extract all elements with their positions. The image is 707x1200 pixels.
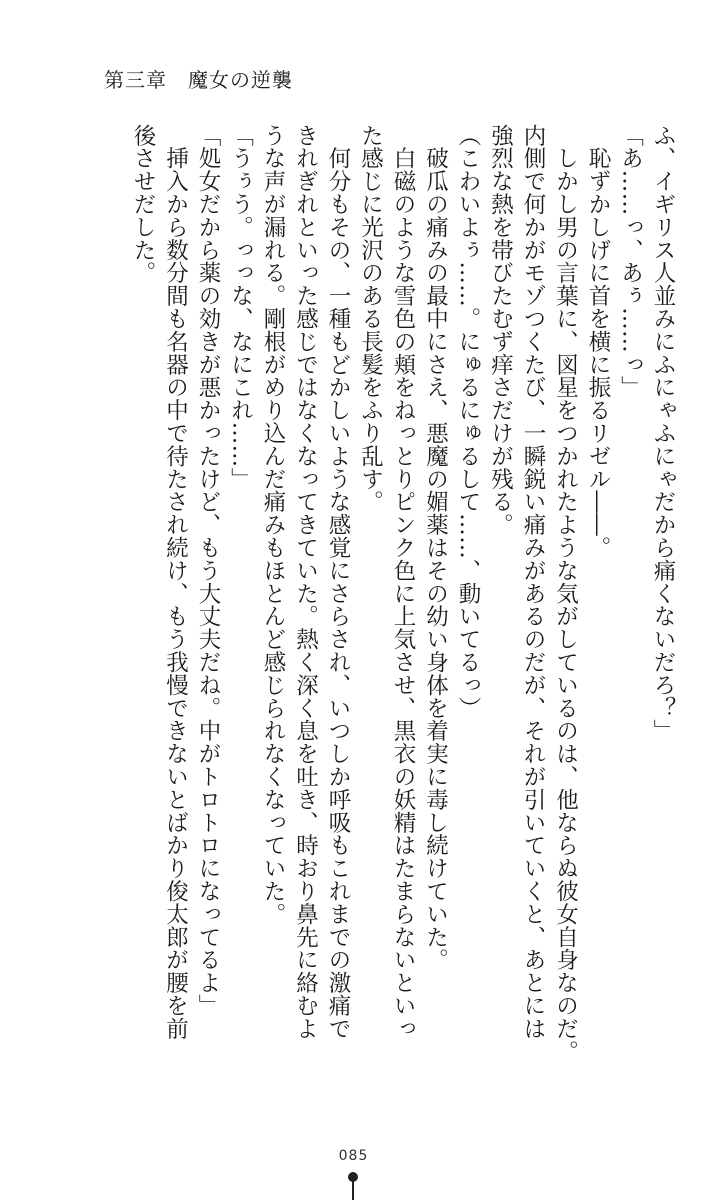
folio-rule	[352, 1180, 354, 1200]
text-line: うな声が漏れる。剛根がめり込んだ痛みもほとんど感じられなくなっていた。	[260, 124, 286, 926]
page-number: 085	[338, 1148, 369, 1164]
text-line: 後させだした。	[130, 124, 156, 285]
text-line: 何分もその、一種もどかしいような感覚にさらされ、いつしか呼吸もこれまでの激痛で	[325, 124, 351, 1040]
text-line: 強烈な熱を帯びたむず痒さだけが残る。	[487, 124, 514, 537]
text-line: 「あ……っ、あぅ……っ」	[617, 124, 644, 399]
text-line: 破瓜の痛みの最中にさえ、悪魔の媚薬はその幼い身体を着実に毒し続けていた。	[422, 124, 449, 972]
text-line: 白磁のような雪色の頬をねっとりピンク色に上気させ、黒衣の妖精はたまらないといっ	[390, 124, 416, 1040]
text-line: 挿入から数分間も名器の中で待たされ続け、もう我慢できないとばかり俊太郎が腰を前	[162, 124, 189, 1040]
body-text	[59, 124, 679, 1134]
running-head: 第三章 魔女の逆襲	[104, 68, 293, 92]
text-line: しかし男の言葉に、図星をつかれたような気がしているのは、他ならぬ彼女自身なのだ。	[552, 124, 579, 1063]
text-line: （こわいよぅ……。にゅるにゅるして……、動いてるっ）	[455, 124, 481, 720]
text-line: 恥ずかしげに首を横に振るリゼル――。	[585, 124, 611, 560]
text-line: 内側で何かがモゾつくたび、一瞬鋭い痛みがあるのだが、それが引いていくと、あとには	[520, 124, 546, 1040]
text-line: きれぎれといった感じではなくなってきていた。熱く深く息を吐き、時おり鼻先に絡むよ	[292, 124, 319, 1040]
text-line: た感じに光沢のある長髪をふり乱す。	[357, 124, 384, 514]
text-line: ふ、イギリス人並みにふにゃふにゃだから痛くないだろ？」	[650, 124, 676, 743]
text-line: 「うぅう。っっな、なにこれ……」	[227, 124, 254, 491]
text-line: 「処女だから薬の効きが悪かったけど、もう大丈夫だね。中がトロトロになってるよ」	[195, 124, 221, 1018]
folio-ornament	[348, 1172, 358, 1200]
